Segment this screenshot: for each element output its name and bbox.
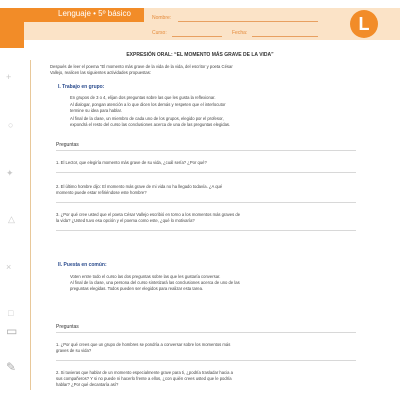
pencil-icon: ✎ [6,360,17,374]
nombre-line[interactable] [178,21,318,22]
section-2-question-2-line-2: sus compañeros? Y si no puede ni hacerlo frente a ellos, ¿con quién crees usted que le podría [56,376,232,381]
fecha-line[interactable] [252,36,318,37]
worksheet-title: EXPRESIÓN ORAL: “EL MOMENTO MÁS GRAVE DE LA VIDA” [126,52,274,58]
square-icon: □ [8,308,14,318]
margin-line [30,60,31,390]
section-2-question-2-line-3: hablar? ¿Por qué decantaría así? [56,382,119,387]
section-1-question-1: 1. El Lector, que elegiría momento más grave de su vida, ¿cuál sería? ¿Por qué? [56,160,207,165]
section-1-bullet-4: Al final de la clase, un miembro de cada uno de los grupos, elegido por el profesor, [70,116,224,121]
section-1-title: I. Trabajo en grupo: [58,84,105,90]
subject-label: Lenguaje • 5º básico [58,9,131,18]
divider [56,150,356,151]
curso-line[interactable] [172,36,222,37]
fecha-label: Fecha: [232,30,248,36]
section-2-line-2: Al final de la clase, una persona del curso sintetizará las conclusiones acerca de uno de las [70,280,240,285]
star-icon: ✦ [6,168,14,178]
section-1-question-3-line-2: la vida? ¿Usted tuvo esa opción y el poema como este, ¿qué lo motivaría? [56,218,195,223]
section-1-question-3-line-1: 3. ¿Por qué cree usted que el poeta César Vallejo escribió en torno a los momentos más graves de [56,212,241,217]
section-2-line-3: preguntas elegidas. Todos pueden ser elegidos para realizar esta tarea. [70,286,204,291]
section-2-question-1-line-2: graves de su vida? [56,348,92,353]
section-1-bullet-3: termine su idea para hablar. [70,108,122,113]
section-2-question-2-line-1: 2. Si tuvieras que hablar de un momento especialmente grave para ti, ¿podría trasladar hacia a [56,370,233,375]
divider [56,230,356,231]
nombre-label: Nombre: [152,15,172,21]
divider [56,172,356,173]
divider [56,360,356,361]
level-logo: L [350,10,378,38]
header-accent-block [0,8,24,48]
divider [56,332,356,333]
section-1-bullet-5: expondrá el resto del curso las conclusiones acerca de una de las preguntas elegidas. [70,122,231,127]
section-2-line-1: Voten entre todo el curso las dos preguntas sobre las que les gustaría conversar. [70,274,221,279]
intro-line-2: Vallejo, realicen las siguientes actividades propuestas: [50,70,151,75]
circle-icon: ○ [8,120,14,130]
section-1-question-2-line-2: momento puede estar refiriéndose este hombre? [56,190,147,195]
cross-icon: × [6,262,12,272]
section-1-bullet-1: En grupos de 3 o 4, elijan dos preguntas sobre las que les gusta la reflexionar. [70,95,216,100]
section-1-question-2-line-1: 2. El último hombre dijo: El momento más grave de mi vida no ha llegado todavía. ¿A qué [56,184,223,189]
curso-label: Curso: [152,30,167,36]
book-icon: ▭ [6,324,18,338]
divider [56,202,356,203]
section-1-preguntas-label: Preguntas [56,142,79,148]
intro-line-1: Después de leer el poema “El momento más grave de la vida de la vida, del escritor y poeta César [50,64,233,69]
section-2-preguntas-label: Preguntas [56,324,79,330]
section-2-title: II. Puesta en común: [58,262,107,268]
section-2-question-1-line-1: 1. ¿Por qué crees que un grupo de hombres se pondría a conversar sobre los momentos más [56,342,231,347]
section-1-bullet-2: Al dialogar, pongan atención a lo que dicen los demás y respeten que el interlocutor [70,102,226,107]
plus-icon: + [6,72,12,82]
triangle-icon: △ [8,214,15,224]
